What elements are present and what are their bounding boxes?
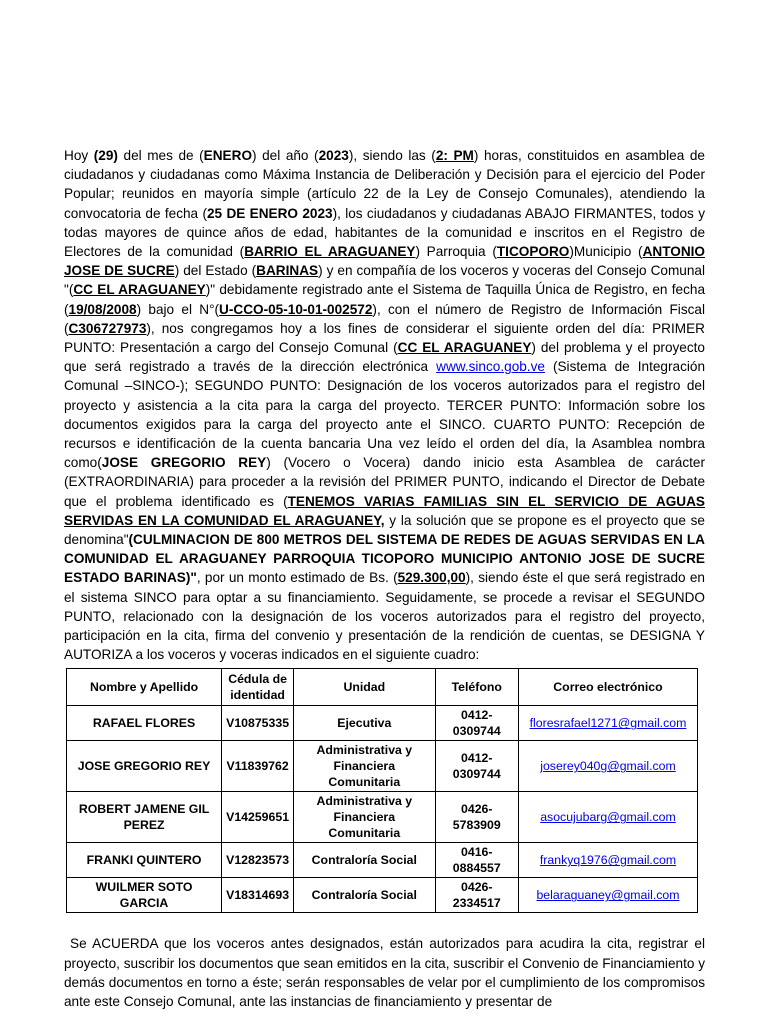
cell-id: V10875335: [222, 706, 294, 741]
emphasized-text: 2: PM: [435, 148, 474, 163]
emphasized-text: ANTONIO JOSE DE SUCRE: [64, 244, 705, 279]
body-text-run: ) del Estado (: [174, 263, 257, 279]
emphasized-text: 19/08/2008: [68, 301, 137, 317]
body-text-run: Hoy: [64, 148, 94, 163]
body-text-run: ) (Vocero o Vocera) dando inicio esta Asamblea de carácter (EXTRAORDINARIA) para proceder a la revisión del PRIMER PUNTO, indicando el Director de Debate que el problema identificado es (: [64, 455, 706, 509]
email-link[interactable]: joserey040g@gmail.com: [540, 759, 676, 774]
cell-unit: Administrativa y Financiera Comunitaria: [294, 741, 435, 792]
cell-id: V18314693: [222, 878, 294, 913]
body-text-run: )" debidamente registrado ante el Sistema de Taquilla Única de Registro, en fecha (: [64, 282, 706, 317]
emphasized-text: BARINAS: [256, 263, 319, 279]
emphasized-text: TICOPORO: [496, 244, 570, 260]
cell-email: [518, 706, 697, 741]
body-text-run: (Sistema de Integración Comunal –SINCO-); SEGUNDO PUNTO: Designación de los voceros autorizados para el registro del proyecto y asistencia a la cita para la carga del proyecto. TERCER PUNTO: Información sobre los documentos exigidos para la carga del proyecto ante el SINCO. CUARTO PUNTO: Recepción de recursos e identificación de la cuenta bancaria Una vez leído el orden del día, la Asamblea nombra como(: [64, 359, 706, 471]
email-link[interactable]: asocujubarg@gmail.com: [540, 810, 676, 825]
cell-phone: 0412-0309744: [435, 741, 518, 792]
cell-id: V14259651: [222, 792, 294, 843]
emphasized-text: C306727973: [68, 320, 147, 336]
cell-email: [518, 792, 697, 843]
body-text-run: del mes de (: [117, 148, 204, 163]
body-text-run: , por un monto estimado de Bs. (: [196, 570, 398, 586]
spokespeople-table: [66, 668, 698, 913]
cell-name: RAFAEL FLORES: [67, 706, 222, 741]
table-header-row: [67, 669, 698, 706]
body-text-run: ), con el número de Registro de Información Fiscal (: [64, 301, 705, 336]
cell-unit: Contraloría Social: [294, 878, 435, 913]
cell-name: WUILMER SOTO GARCIA: [67, 878, 222, 913]
body-text-run: ) del año (: [252, 148, 319, 163]
column-header-id: Cédula de identidad: [222, 669, 294, 706]
cell-name: ROBERT JAMENE GIL PEREZ: [67, 792, 222, 843]
agreement-paragraph: Se ACUERDA que los voceros antes designados, están autorizados para acudira la cita, registrar el proyecto, suscribir los documentos que sean emitidos en la cita, suscribir el Convenio de Financiamiento y demás documentos en torno a éste; serán responsables de velar por el cumplimiento de los compromisos ante este Consejo Comunal, ante las instancias de financiamiento y presentar de: [64, 936, 705, 1010]
cell-email: [518, 878, 697, 913]
table-row: [67, 878, 698, 913]
body-text-run: )Municipio (: [569, 244, 643, 260]
emphasized-text: BARRIO EL ARAGUANEY: [244, 244, 416, 260]
column-header-phone: Teléfono: [435, 669, 518, 706]
emphasized-text: (29): [93, 148, 118, 163]
body-text-run: ), siendo las (: [348, 148, 436, 163]
table-body: [67, 706, 698, 913]
body-text-run: ), siendo éste el que será registrado en el sistema SINCO para optar a su financiamiento. Seguidamente, se procede a revisar el SEGUNDO PUNTO, relacionado con la designación de los voceros autorizados para el registro del proyecto, participación en la cita, firma del convenio y presentación de la rendición de cuentas, se DESIGNA Y AUTORIZA a los voceros y voceras indicados en el siguiente cuadro:: [64, 570, 705, 663]
body-text-run: ), los ciudadanos y ciudadanas ABAJO FIRMANTES, todos y todas mayores de quince años de edad, habitantes de la comunidad e inscritos en el Registro de Electores de la comunidad (: [64, 205, 705, 260]
cell-name: JOSE GREGORIO REY: [67, 741, 222, 792]
emphasized-text: CC EL ARAGUANEY: [397, 340, 532, 356]
body-text-run: ) y en compañía de los voceros y voceras del Consejo Comunal "(: [64, 263, 705, 298]
cell-id: V11839762: [222, 741, 294, 792]
emphasized-text: (CULMINACION DE 800 METROS DEL SISTEMA DE REDES DE AGUAS SERVIDAS EN LA COMUNIDAD EL ARAGUANEY PARROQUIA TICOPORO MUNICIPIO ANTONIO JOSE DE SUCRE ESTADO BARINAS)": [64, 532, 705, 586]
table-row: [67, 792, 698, 843]
cell-phone: 0412-0309744: [435, 706, 518, 741]
assembly-minutes-paragraph: [64, 146, 705, 664]
cell-unit: Ejecutiva: [294, 706, 435, 741]
cell-unit: Administrativa y Financiera Comunitaria: [294, 792, 435, 843]
cell-phone: 0426-5783909: [435, 792, 518, 843]
email-link[interactable]: floresrafael1271@gmail.com: [529, 716, 687, 731]
emphasized-text: ENERO: [203, 148, 253, 163]
body-text-run: y la solución que se propone es el proyecto que se denomina": [64, 512, 705, 548]
table-row: [67, 843, 698, 878]
cell-name: FRANKI QUINTERO: [67, 843, 222, 878]
emphasized-text: 529.300,00: [397, 570, 466, 586]
column-header-email: Correo electrónico: [518, 669, 697, 706]
cell-unit: Contraloría Social: [294, 843, 435, 878]
emphasized-text: 25 DE ENERO 2023: [206, 205, 333, 221]
cell-id: V12823573: [222, 843, 294, 878]
email-link[interactable]: frankyq1976@gmail.com: [539, 853, 677, 868]
body-text-run: ) horas, constituidos en asamblea de ciudadanos y ciudadanas como Máxima Instancia de Deliberación y Decisión para el ejercicio del Poder Popular; reunidos en mayoría simple (artículo 22 de la Ley de Consejo Comunales), atendiendo la convocatoria de fecha (: [64, 148, 705, 221]
emphasized-text: JOSE GREGORIO REY: [101, 455, 267, 471]
cell-email: [518, 741, 697, 792]
body-text-run: ) del problema y el proyecto que será registrado a través de la dirección electrónica: [64, 340, 705, 375]
body-text-run: ) bajo el N°(: [136, 301, 220, 317]
emphasized-text: 2023: [318, 148, 349, 163]
table-row: [67, 741, 698, 792]
body-text-run: ) Parroquia (: [415, 244, 497, 260]
cell-email: [518, 843, 697, 878]
table-row: [67, 706, 698, 741]
sinco-website-link[interactable]: www.sinco.gob.ve: [436, 359, 545, 375]
cell-phone: 0416-0884557: [435, 843, 518, 878]
cell-phone: 0426-2334517: [435, 878, 518, 913]
column-header-name: Nombre y Apellido: [67, 669, 222, 706]
email-link[interactable]: belaraguaney@gmail.com: [536, 888, 680, 903]
emphasized-text: CC EL ARAGUANEY: [73, 282, 206, 298]
document: [64, 146, 705, 1011]
emphasized-text: U-CCO-05-10-01-002572: [219, 301, 373, 317]
emphasized-text: TENEMOS VARIAS FAMILIAS SIN EL SERVICIO DE AGUAS SERVIDAS EN LA COMUNIDAD EL ARAGUANEY,: [64, 493, 705, 528]
column-header-unit: Unidad: [294, 669, 435, 706]
body-text-run: ), nos congregamos hoy a los fines de considerar el siguiente orden del día: PRIMER PUNTO: Presentación a cargo del Consejo Comunal (: [64, 320, 705, 356]
